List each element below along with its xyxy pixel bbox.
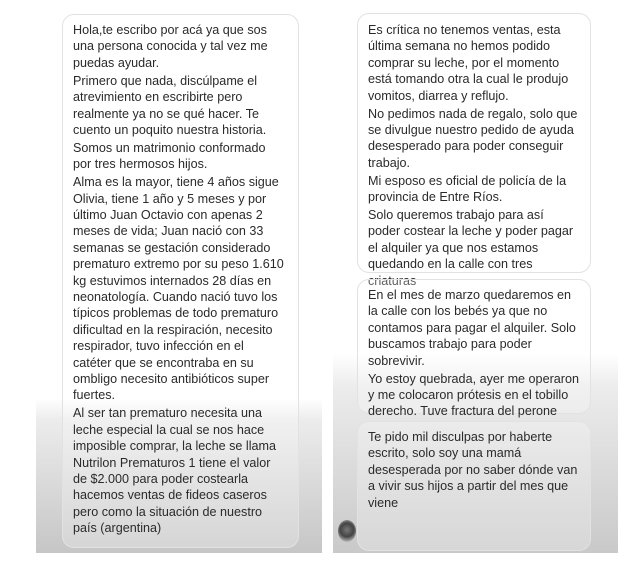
- message-paragraph: Alma es la mayor, tiene 4 años sigue Olivia, tiene 1 año y 5 meses y por último Juan Octavio con apenas 2 meses de vida; Juan nació con 33 semanas se gestación considerado prematuro extremo por su peso 1.610 kg estuvimos internados 28 días en neonatología. Cuando nació tuvo los típicos problemas de todo prematuro dificultad en la respiración, necesito respirador, tuvo infección en el catéter que se encontraba en su ombligo necesito antibióticos super fuertes.: [73, 175, 284, 403]
- message-paragraph: Te pido mil disculpas por haberte escrito, solo soy una mamá desesperada por no saber dónde van a vivir sus hijos a partir del mes que viene: [368, 430, 578, 510]
- message-paragraph: Primero que nada, discúlpame el atrevimiento en escribirte pero realmente ya no se qué hacer. Te cuento un poquito nuestra historia.: [73, 73, 267, 137]
- message-paragraph: Hola,te escribo por acá ya que sos una persona conocida y tal vez me puedas ayudar.: [73, 23, 268, 70]
- message-bubble-3: [357, 279, 591, 419]
- message-bubble-2: [357, 13, 591, 288]
- message-paragraph: No pedimos nada de regalo, solo que se divulgue nuestro pedido de ayuda desesperado para poder conseguir trabajo.: [368, 106, 578, 170]
- message-paragraph: Solo queremos trabajo para así poder costear la leche y poder pagar el alquiler ya que nos estamos quedando en la calle con tres criaturas: [368, 207, 574, 288]
- sender-avatar[interactable]: [338, 520, 356, 542]
- message-bubble-1: [62, 14, 299, 548]
- message-paragraph: Mi esposo es oficial de policía de la provincia de Entre Ríos.: [368, 173, 567, 205]
- message-paragraph: Somos un matrimonio conformado por tres hermosos hijos.: [73, 140, 266, 172]
- message-paragraph: Yo estoy quebrada, ayer me operaron y me colocaron prótesis en el tobillo derecho. Tuve fractura del perone: [368, 371, 579, 419]
- message-paragraph: Al ser tan prematuro necesita una leche especial la cual se nos hace imposible comprar, la leche se llama Nutrilon Prematuros 1 tiene el valor de $2.000 para poder costearla hacemos ventas de fideos caseros pero como la situación de nuestro país (argentina): [73, 406, 276, 536]
- message-paragraph: Es crítica no tenemos ventas, esta última semana no hemos podido comprar su leche, por el momento está tomando otra la cual le produjo vomitos, diarrea y reflujo.: [368, 23, 569, 103]
- message-paragraph: En el mes de marzo quedaremos en la calle con los bebés ya que no contamos para pagar el alquiler. Solo buscamos trabajo para poder sobrevivir.: [368, 288, 576, 368]
- message-bubble-4: [357, 421, 591, 551]
